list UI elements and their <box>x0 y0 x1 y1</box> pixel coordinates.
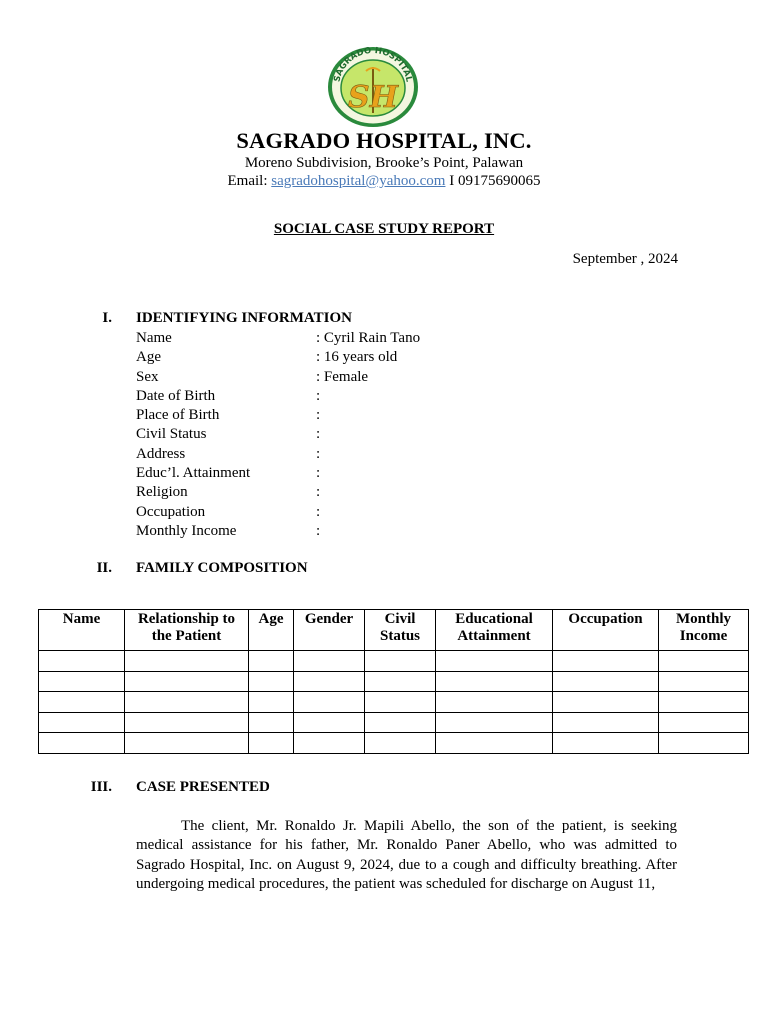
table-cell <box>436 712 553 733</box>
table-cell <box>294 733 365 754</box>
info-value: : <box>316 503 321 520</box>
table-cell <box>39 733 125 754</box>
table-cell <box>125 671 249 692</box>
column-header-relationship: Relationship to the Patient <box>125 610 249 651</box>
table-cell <box>249 692 294 713</box>
table-cell <box>365 692 436 713</box>
table-cell <box>365 733 436 754</box>
section-number: III. <box>90 779 112 795</box>
info-label: Educ’l. Attainment <box>136 465 251 482</box>
hospital-address: Moreno Subdivision, Brooke’s Point, Palawan <box>244 155 524 171</box>
table-cell <box>553 733 659 754</box>
email-label: Email: <box>227 173 272 189</box>
info-label: Occupation <box>136 503 206 520</box>
table-row <box>39 712 749 733</box>
section-number: II. <box>96 560 112 576</box>
report-date: September , 2024 <box>572 251 678 267</box>
info-value: : <box>316 426 321 443</box>
table-cell <box>294 712 365 733</box>
email-link[interactable]: sagradohospital@yahoo.com <box>271 173 446 189</box>
table-row <box>39 733 749 754</box>
table-cell <box>125 733 249 754</box>
table-cell <box>659 733 749 754</box>
table-cell <box>436 692 553 713</box>
family-table-body <box>39 651 749 754</box>
table-header-row <box>39 610 749 651</box>
table-cell <box>249 651 294 672</box>
phone-number: I 09175690065 <box>445 173 541 189</box>
info-label: Date of Birth <box>136 387 216 404</box>
logo-ring-text: SAGRADO HOSPITAL <box>332 45 414 83</box>
table-cell <box>39 651 125 672</box>
table-row <box>39 692 749 713</box>
table-cell <box>553 712 659 733</box>
info-value: : <box>316 465 321 482</box>
table-cell <box>553 692 659 713</box>
table-cell <box>436 651 553 672</box>
hospital-contact <box>0 173 768 190</box>
column-header-educational-attainment: Educational Attainment <box>436 610 553 651</box>
column-header-occupation: Occupation <box>553 610 659 651</box>
logo-monogram: SH <box>347 80 399 115</box>
hospital-logo <box>326 45 420 129</box>
table-cell <box>294 651 365 672</box>
column-header-name: Name <box>39 610 125 651</box>
info-value: : <box>316 387 321 404</box>
info-value: : Cyril Rain Tano <box>316 330 421 346</box>
section-title: IDENTIFYING INFORMATION <box>136 310 352 326</box>
info-label: Civil Status <box>136 426 207 443</box>
table-cell <box>436 733 553 754</box>
section-title: CASE PRESENTED <box>136 779 270 795</box>
table-cell <box>249 671 294 692</box>
info-value: : <box>316 522 321 539</box>
table-cell <box>659 692 749 713</box>
column-header-monthly-income: Monthly Income <box>659 610 749 651</box>
info-label: Address <box>136 445 186 462</box>
info-value: : 16 years old <box>316 349 398 366</box>
info-value: : <box>316 484 321 501</box>
table-cell <box>249 712 294 733</box>
column-header-gender: Gender <box>294 610 365 651</box>
table-cell <box>365 651 436 672</box>
report-title: SOCIAL CASE STUDY REPORT <box>273 221 495 237</box>
table-cell <box>365 712 436 733</box>
info-label: Age <box>136 349 161 366</box>
info-value: : <box>316 407 321 424</box>
info-label: Place of Birth <box>136 407 220 424</box>
info-value: : <box>316 445 321 462</box>
column-header-civil-status: Civil Status <box>365 610 436 651</box>
table-cell <box>659 651 749 672</box>
table-cell <box>125 651 249 672</box>
info-label: Name <box>136 330 172 346</box>
table-cell <box>125 692 249 713</box>
table-row <box>39 651 749 672</box>
table-cell <box>659 671 749 692</box>
table-cell <box>125 712 249 733</box>
table-cell <box>436 671 553 692</box>
family-composition-table <box>38 609 749 754</box>
info-label: Monthly Income <box>136 522 237 539</box>
table-cell <box>39 692 125 713</box>
section-number: I. <box>102 310 112 326</box>
table-row <box>39 671 749 692</box>
column-header-age: Age <box>249 610 294 651</box>
case-paragraph: The client, Mr. Ronaldo Jr. Mapili Abello, the son of the patient, is seeking medical assistance for his father, Mr. Ronaldo Paner Abello, who was admitted to Sagrado Hospital, Inc. on August 9, 2024, due to a cough and difficulty breathing. After undergoing medical procedures, the patient was scheduled for discharge on August 11, <box>136 818 677 892</box>
section-title: FAMILY COMPOSITION <box>136 560 308 576</box>
table-cell <box>294 692 365 713</box>
table-cell <box>553 651 659 672</box>
table-cell <box>39 671 125 692</box>
hospital-name: SAGRADO HOSPITAL, INC. <box>236 128 532 153</box>
table-cell <box>294 671 365 692</box>
table-cell <box>249 733 294 754</box>
info-label: Sex <box>136 368 159 385</box>
info-label: Religion <box>136 484 188 501</box>
table-cell <box>365 671 436 692</box>
table-cell <box>39 712 125 733</box>
info-value: : Female <box>316 368 369 385</box>
table-cell <box>659 712 749 733</box>
table-cell <box>553 671 659 692</box>
